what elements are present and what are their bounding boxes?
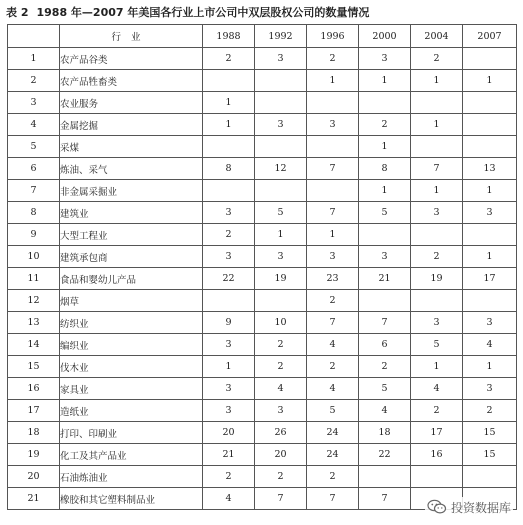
count-cell: 3 [307, 246, 359, 268]
count-cell: 17 [411, 422, 463, 444]
header-year: 2004 [411, 25, 463, 48]
count-cell: 18 [359, 422, 411, 444]
table-row [8, 158, 517, 180]
count-cell [359, 224, 411, 246]
count-cell: 3 [255, 400, 307, 422]
table-title: 1988 年—2007 年美国各行业上市公司中双层股权公司的数量情况 [36, 6, 370, 19]
count-cell: 1 [463, 246, 517, 268]
count-cell: 17 [463, 268, 517, 290]
count-cell: 7 [307, 158, 359, 180]
count-cell: 2 [203, 48, 255, 70]
count-cell: 2 [411, 246, 463, 268]
count-cell [203, 136, 255, 158]
table-row [8, 48, 517, 70]
table-header-row [8, 25, 517, 48]
count-cell: 5 [359, 202, 411, 224]
count-cell: 1 [411, 70, 463, 92]
count-cell: 3 [307, 114, 359, 136]
count-cell [255, 70, 307, 92]
count-cell: 5 [411, 334, 463, 356]
count-cell: 9 [203, 312, 255, 334]
count-cell: 1 [463, 356, 517, 378]
count-cell: 1 [463, 180, 517, 202]
count-cell: 21 [359, 268, 411, 290]
row-number: 6 [8, 158, 60, 180]
count-cell: 3 [203, 202, 255, 224]
watermark [425, 497, 513, 517]
count-cell: 1 [411, 114, 463, 136]
count-cell: 2 [463, 400, 517, 422]
row-number: 12 [8, 290, 60, 312]
count-cell: 1 [203, 114, 255, 136]
table-row [8, 422, 517, 444]
row-number: 10 [8, 246, 60, 268]
count-cell: 1 [411, 356, 463, 378]
industry-name: 烟草 [60, 290, 203, 312]
industry-name: 编织业 [60, 334, 203, 356]
industry-name: 农业服务 [60, 92, 203, 114]
count-cell: 3 [411, 202, 463, 224]
count-cell: 2 [359, 356, 411, 378]
count-cell: 3 [463, 312, 517, 334]
table-row [8, 92, 517, 114]
count-cell: 1 [359, 136, 411, 158]
count-cell [411, 466, 463, 488]
count-cell [255, 290, 307, 312]
count-cell: 3 [359, 246, 411, 268]
header-industry: 行业 [60, 25, 203, 48]
row-number: 14 [8, 334, 60, 356]
count-cell: 3 [203, 246, 255, 268]
count-cell: 2 [203, 466, 255, 488]
watermark-text: 投资数据库 [450, 500, 511, 515]
count-cell: 2 [307, 466, 359, 488]
count-cell: 4 [463, 334, 517, 356]
count-cell: 3 [359, 48, 411, 70]
count-cell: 2 [359, 114, 411, 136]
table-row [8, 312, 517, 334]
row-number: 18 [8, 422, 60, 444]
count-cell: 2 [411, 400, 463, 422]
header-year: 1992 [255, 25, 307, 48]
count-cell [359, 466, 411, 488]
count-cell: 20 [255, 444, 307, 466]
count-cell [203, 180, 255, 202]
table-row [8, 246, 517, 268]
table-row [8, 400, 517, 422]
count-cell [463, 92, 517, 114]
count-cell: 26 [255, 422, 307, 444]
count-cell [463, 48, 517, 70]
table-row [8, 70, 517, 92]
header-year: 1988 [203, 25, 255, 48]
count-cell: 3 [203, 400, 255, 422]
count-cell: 8 [203, 158, 255, 180]
count-cell: 3 [255, 48, 307, 70]
count-cell [255, 136, 307, 158]
industry-name: 打印、印刷业 [60, 422, 203, 444]
count-cell: 1 [463, 70, 517, 92]
row-number: 13 [8, 312, 60, 334]
count-cell: 4 [411, 378, 463, 400]
row-number: 1 [8, 48, 60, 70]
count-cell: 15 [463, 422, 517, 444]
table-row [8, 202, 517, 224]
count-cell: 3 [463, 378, 517, 400]
table-row [8, 290, 517, 312]
count-cell: 7 [307, 202, 359, 224]
count-cell [411, 224, 463, 246]
table-row [8, 334, 517, 356]
count-cell: 7 [255, 488, 307, 510]
table-row [8, 180, 517, 202]
count-cell: 1 [203, 92, 255, 114]
count-cell: 3 [255, 114, 307, 136]
row-number: 2 [8, 70, 60, 92]
count-cell: 12 [255, 158, 307, 180]
table-row [8, 114, 517, 136]
count-cell: 2 [255, 356, 307, 378]
row-number: 4 [8, 114, 60, 136]
table-row [8, 224, 517, 246]
count-cell [411, 136, 463, 158]
count-cell: 22 [203, 268, 255, 290]
header-index [8, 25, 60, 48]
count-cell: 1 [359, 70, 411, 92]
count-cell [307, 92, 359, 114]
count-cell: 7 [359, 312, 411, 334]
count-cell: 5 [359, 378, 411, 400]
count-cell [255, 92, 307, 114]
table-row [8, 444, 517, 466]
count-cell: 1 [203, 356, 255, 378]
wechat-icon [427, 499, 447, 515]
count-cell: 1 [307, 224, 359, 246]
count-cell: 4 [307, 378, 359, 400]
row-number: 15 [8, 356, 60, 378]
count-cell: 2 [307, 356, 359, 378]
count-cell: 2 [203, 224, 255, 246]
count-cell: 3 [255, 246, 307, 268]
count-cell: 1 [411, 180, 463, 202]
industry-name: 食品和婴幼儿产品 [60, 268, 203, 290]
table-number: 表 2 [6, 6, 29, 19]
industry-name: 伐木业 [60, 356, 203, 378]
industry-name: 农产品牲畜类 [60, 70, 203, 92]
count-cell: 23 [307, 268, 359, 290]
count-cell: 2 [307, 48, 359, 70]
row-number: 19 [8, 444, 60, 466]
count-cell: 2 [255, 466, 307, 488]
count-cell: 2 [255, 334, 307, 356]
row-number: 16 [8, 378, 60, 400]
row-number: 7 [8, 180, 60, 202]
table-row [8, 356, 517, 378]
table-body [8, 48, 517, 510]
row-number: 21 [8, 488, 60, 510]
count-cell [463, 290, 517, 312]
count-cell: 8 [359, 158, 411, 180]
row-number: 5 [8, 136, 60, 158]
count-cell: 7 [307, 312, 359, 334]
row-number: 11 [8, 268, 60, 290]
count-cell: 20 [203, 422, 255, 444]
count-cell: 24 [307, 422, 359, 444]
industry-name: 金属挖掘 [60, 114, 203, 136]
count-cell [359, 92, 411, 114]
count-cell: 7 [359, 488, 411, 510]
count-cell: 1 [255, 224, 307, 246]
count-cell [463, 114, 517, 136]
count-cell [411, 290, 463, 312]
count-cell: 7 [307, 488, 359, 510]
industry-name: 建筑承包商 [60, 246, 203, 268]
count-cell: 5 [255, 202, 307, 224]
count-cell [463, 224, 517, 246]
count-cell: 19 [255, 268, 307, 290]
count-cell: 6 [359, 334, 411, 356]
row-number: 20 [8, 466, 60, 488]
count-cell: 10 [255, 312, 307, 334]
industry-name: 炼油、采气 [60, 158, 203, 180]
industry-name: 建筑业 [60, 202, 203, 224]
count-cell: 4 [359, 400, 411, 422]
count-cell: 7 [411, 158, 463, 180]
count-cell: 1 [307, 70, 359, 92]
count-cell: 3 [203, 334, 255, 356]
count-cell: 4 [255, 378, 307, 400]
count-cell: 16 [411, 444, 463, 466]
count-cell [463, 466, 517, 488]
row-number: 17 [8, 400, 60, 422]
count-cell: 1 [359, 180, 411, 202]
count-cell [255, 180, 307, 202]
count-cell: 4 [203, 488, 255, 510]
industry-name: 橡胶和其它塑料制品业 [60, 488, 203, 510]
count-cell: 22 [359, 444, 411, 466]
count-cell: 3 [411, 312, 463, 334]
count-cell [411, 92, 463, 114]
count-cell: 19 [411, 268, 463, 290]
count-cell: 21 [203, 444, 255, 466]
count-cell: 3 [463, 202, 517, 224]
table-row [8, 378, 517, 400]
count-cell: 4 [307, 334, 359, 356]
count-cell: 15 [463, 444, 517, 466]
count-cell [203, 70, 255, 92]
table-caption [0, 4, 523, 20]
industry-name: 家具业 [60, 378, 203, 400]
industry-name: 农产品谷类 [60, 48, 203, 70]
industry-name: 纺织业 [60, 312, 203, 334]
count-cell [359, 290, 411, 312]
industry-name: 非金属采掘业 [60, 180, 203, 202]
industry-name: 造纸业 [60, 400, 203, 422]
industry-name: 石油炼油业 [60, 466, 203, 488]
header-year: 1996 [307, 25, 359, 48]
row-number: 8 [8, 202, 60, 224]
industry-name: 化工及其产品业 [60, 444, 203, 466]
table-row [8, 136, 517, 158]
count-cell: 2 [307, 290, 359, 312]
table-row [8, 268, 517, 290]
count-cell [203, 290, 255, 312]
industry-table [7, 24, 517, 510]
count-cell: 13 [463, 158, 517, 180]
industry-name: 大型工程业 [60, 224, 203, 246]
industry-name: 采煤 [60, 136, 203, 158]
count-cell [307, 180, 359, 202]
header-year: 2000 [359, 25, 411, 48]
count-cell [307, 136, 359, 158]
table-row [8, 466, 517, 488]
header-year: 2007 [463, 25, 517, 48]
row-number: 3 [8, 92, 60, 114]
count-cell: 3 [203, 378, 255, 400]
row-number: 9 [8, 224, 60, 246]
count-cell: 2 [411, 48, 463, 70]
count-cell: 24 [307, 444, 359, 466]
count-cell: 5 [307, 400, 359, 422]
count-cell [463, 136, 517, 158]
